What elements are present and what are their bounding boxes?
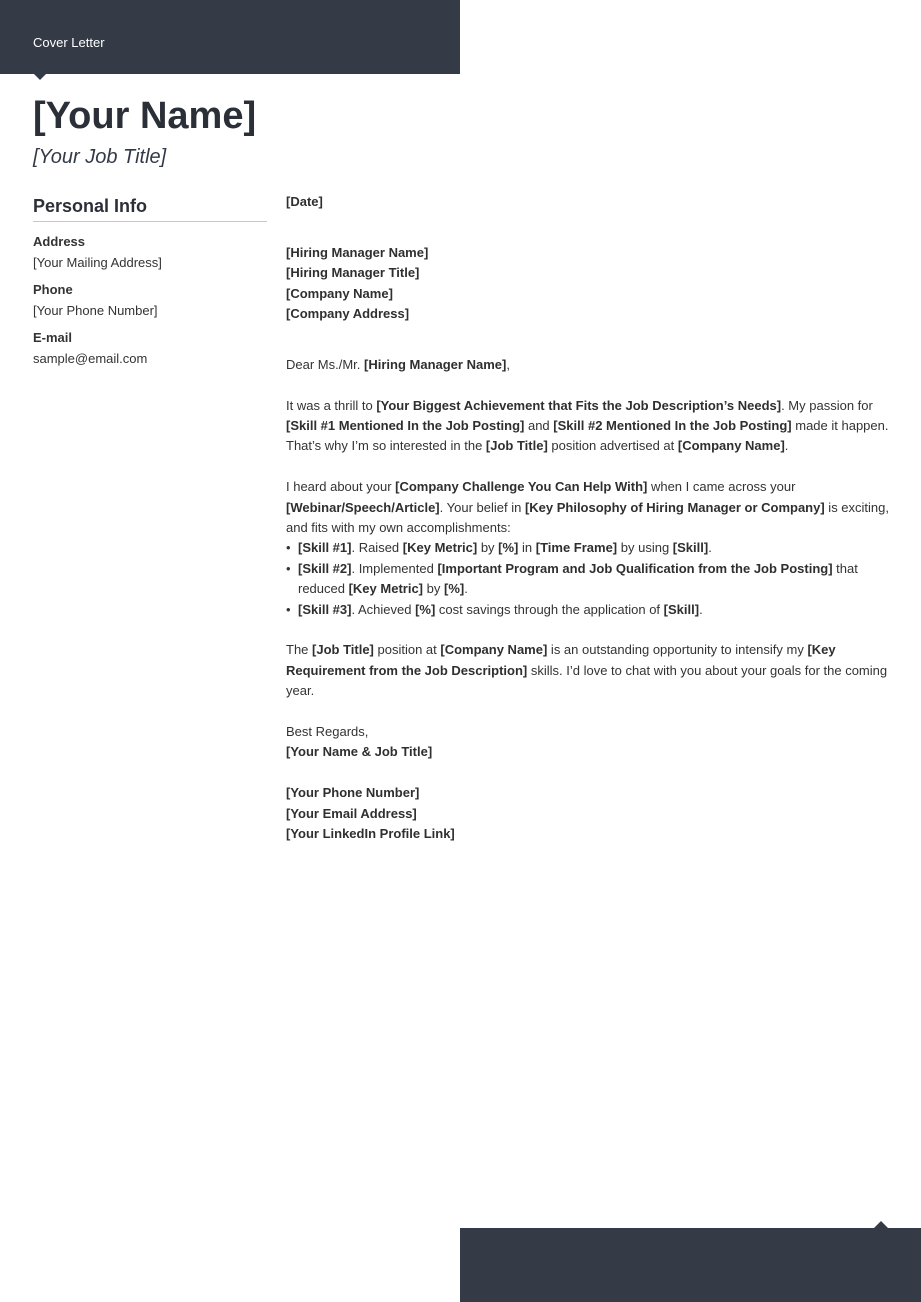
recipient-company-address: [Company Address] <box>286 306 410 322</box>
accomplishments-list <box>286 538 894 620</box>
personal-info-section <box>33 195 267 378</box>
paragraph-achievement: It was a thrill to [Your Biggest Achievement that Fits the Job Description’s Needs]. My passion for [Skill #1 Mentioned In the Job Posting] and [Skill #2 Mentioned In the Job Posting] made it happen. That’s why I’m so interested in the [Job Title] position advertised at [Company Name]. <box>286 397 889 454</box>
list-item: • [Skill #1]. Raised [Key Metric] by [%] in [Time Frame] by using [Skill]. <box>286 538 894 558</box>
phone-label: Phone <box>33 282 73 297</box>
paragraph-opportunity: The [Job Title] position at [Company Name] is an outstanding opportunity to intensify my [Key Requirement from the Job Description] skills. I’d love to chat with you about your goals for the coming year. <box>286 642 888 699</box>
footer-band <box>460 1228 921 1302</box>
signature: [Your Name & Job Title] <box>286 744 433 760</box>
document-type-label: Cover Letter <box>33 35 105 50</box>
salutation: Dear Ms./Mr. [Hiring Manager Name], <box>286 356 510 372</box>
sender-phone: [Your Phone Number] <box>286 785 420 801</box>
applicant-name: [Your Name] <box>33 95 257 137</box>
personal-info-heading: Personal Info <box>33 195 267 222</box>
address-value: [Your Mailing Address] <box>33 255 162 270</box>
sender-contact-block <box>286 783 894 844</box>
sender-linkedin: [Your LinkedIn Profile Link] <box>286 826 455 842</box>
recipient-company-name: [Company Name] <box>286 285 393 301</box>
letter-date: [Date] <box>286 194 323 209</box>
recipient-manager-title: [Hiring Manager Title] <box>286 265 420 281</box>
email-value: sample@email.com <box>33 351 148 366</box>
list-item: • [Skill #3]. Achieved [%] cost savings through the application of [Skill]. <box>286 600 894 620</box>
header-notch <box>33 73 47 80</box>
applicant-job-title: [Your Job Title] <box>33 146 167 168</box>
letter-body <box>286 192 894 844</box>
closing: Best Regards, <box>286 724 369 740</box>
header-band <box>0 0 460 74</box>
recipient-block <box>286 243 894 325</box>
recipient-manager-name: [Hiring Manager Name] <box>286 244 429 260</box>
paragraph-company-challenge: I heard about your [Company Challenge You Can Help With] when I came across your [Webinar/Speech/Article]. Your belief in [Key Philosophy of Hiring Manager or Company] is exciting, and fits with my own accomplishments: <box>286 479 889 536</box>
sender-email: [Your Email Address] <box>286 805 417 821</box>
footer-notch <box>874 1221 888 1228</box>
address-label: Address <box>33 234 86 249</box>
list-item: • [Skill #2]. Implemented [Important Program and Job Qualification from the Job Posting] that reduced [Key Metric] by [%]. <box>286 559 894 600</box>
phone-value: [Your Phone Number] <box>33 303 158 318</box>
email-label: E-mail <box>33 330 73 345</box>
